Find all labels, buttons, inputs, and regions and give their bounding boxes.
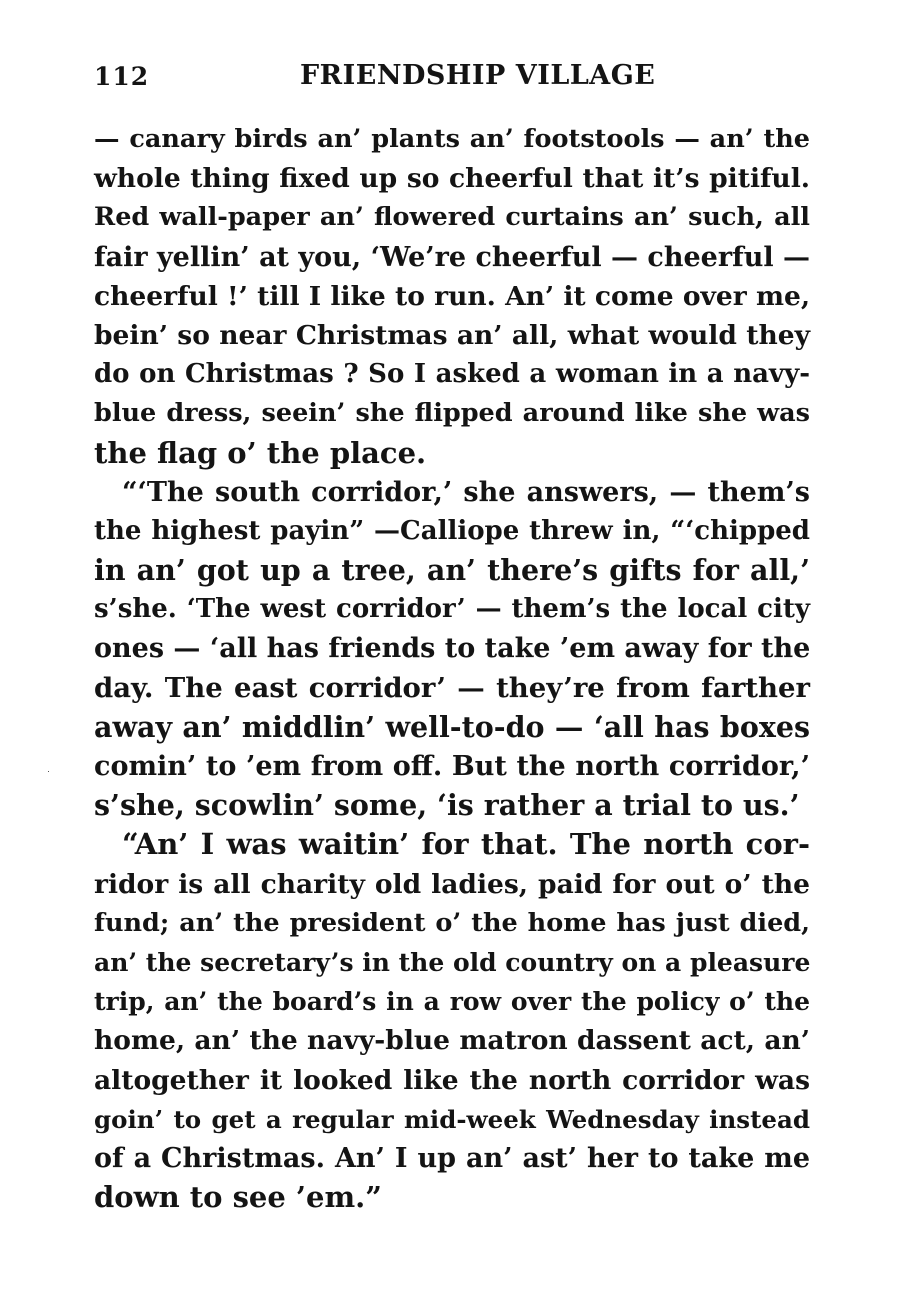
text-line: the flag o’ the place. (94, 435, 427, 470)
text-line: down to see ’em.” (94, 1180, 382, 1215)
body-text (94, 120, 810, 1217)
text-line: fair yellin’ at you, ‘We’re cheerful — cheerful — (94, 241, 810, 273)
text-line: home, an’ the navy-blue matron dassent act, an’ (94, 1025, 810, 1057)
text-line: cheerful !’ till I like to run. An’ it come over me, (94, 280, 811, 312)
text-line: trip, an’ the board’s in a row over the policy o’ the (94, 987, 810, 1017)
text-line: away an’ middlin’ well-to-do — ‘all has boxes (94, 709, 810, 744)
text-line: whole thing fixed up so cheerful that it’s pitiful. (94, 163, 810, 195)
text-line: the highest payin” —Calliope threw in, “‘chipped (94, 515, 810, 546)
text-line: ridor is all charity old ladies, paid for out o’ the (94, 868, 810, 900)
text-line: s’she. ‘The west corridor’ — them’s the local city (94, 594, 810, 625)
text-line: “‘The south corridor,’ she answers, — them’s (122, 476, 810, 508)
text-line: blue dress, seein’ she flipped around like she was (94, 398, 810, 429)
text-line: day. The east corridor’ — they’re from farther (94, 671, 810, 704)
text-line: “An’ I was waitin’ for that. The north cor- (122, 827, 810, 862)
text-line: Red wall-paper an’ flowered curtains an’ such, all (94, 202, 810, 233)
text-line: do on Christmas ? So I asked a woman in a navy- (94, 359, 810, 390)
scan-speck (48, 771, 49, 772)
text-line: of a Christmas. An’ I up an’ ast’ her to take me (94, 1142, 810, 1174)
text-line: fund; an’ the president o’ the home has just died, (94, 907, 810, 938)
text-line: comin’ to ’em from off. But the north corridor,’ (94, 751, 810, 782)
text-line: s’she, scowlin’ some, ‘is rather a trial to us.’ (94, 788, 800, 823)
text-line: in an’ got up a tree, an’ there’s gifts for all,’ (94, 553, 810, 588)
text-line: bein’ so near Christmas an’ all, what would they (94, 319, 810, 351)
text-line: goin’ to get a regular mid-week Wednesday instead (94, 1104, 810, 1134)
page-number: 112 (94, 62, 150, 91)
text-line: an’ the secretary’s in the old country on a pleasure (94, 947, 811, 977)
text-line: — canary birds an’ plants an’ footstools — an’ the (94, 124, 810, 154)
text-line: ones — ‘all has friends to take ’em away for the (94, 633, 811, 665)
text-line: altogether it looked like the north corridor was (94, 1064, 810, 1096)
running-title: FRIENDSHIP VILLAGE (300, 60, 656, 91)
